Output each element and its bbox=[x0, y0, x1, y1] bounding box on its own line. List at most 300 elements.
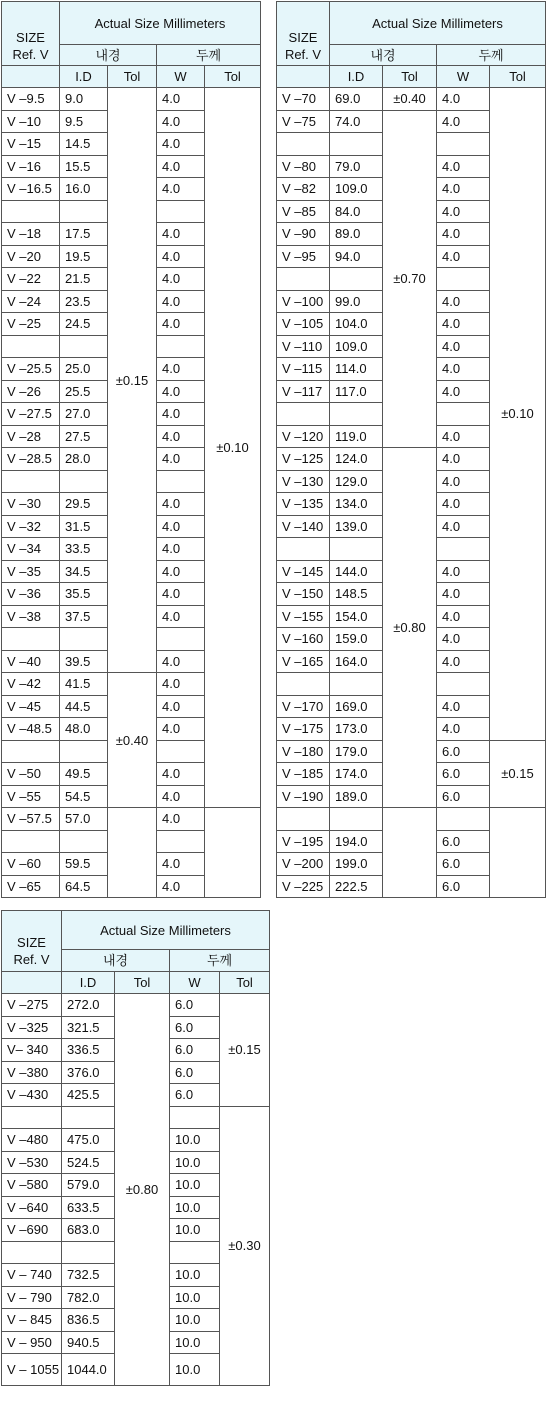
w-cell: 6.0 bbox=[170, 1016, 220, 1039]
id-cell: 222.5 bbox=[330, 875, 383, 898]
w-cell: 4.0 bbox=[437, 470, 490, 493]
id-cell: 189.0 bbox=[330, 785, 383, 808]
id-header: I.D bbox=[330, 66, 383, 88]
w-cell: 4.0 bbox=[437, 718, 490, 741]
size-cell: V –325 bbox=[2, 1016, 62, 1039]
id-cell: 836.5 bbox=[62, 1309, 115, 1332]
blank-header bbox=[2, 972, 62, 994]
w-cell: 10.0 bbox=[170, 1286, 220, 1309]
thickness-header: 두께 bbox=[437, 45, 546, 66]
id-cell: 524.5 bbox=[62, 1151, 115, 1174]
w-cell: 4.0 bbox=[437, 380, 490, 403]
id-tol-cell: ±0.80 bbox=[115, 994, 170, 1386]
w-cell: 6.0 bbox=[437, 740, 490, 763]
size-cell bbox=[2, 200, 60, 223]
inner-diameter-header: 내경 bbox=[60, 45, 157, 66]
id-cell bbox=[330, 538, 383, 561]
size-cell bbox=[2, 830, 60, 853]
id-cell: 194.0 bbox=[330, 830, 383, 853]
size-cell: V –65 bbox=[2, 875, 60, 898]
size-cell: V –225 bbox=[277, 875, 330, 898]
size-cell bbox=[277, 403, 330, 426]
size-cell: V– 340 bbox=[2, 1039, 62, 1062]
w-cell: 4.0 bbox=[437, 493, 490, 516]
w-cell: 4.0 bbox=[157, 560, 205, 583]
w-tol-header: Tol bbox=[205, 66, 261, 88]
w-cell: 4.0 bbox=[157, 110, 205, 133]
id-cell: 59.5 bbox=[60, 853, 108, 876]
size-cell bbox=[277, 133, 330, 156]
actual-size-header: Actual Size Millimeters bbox=[62, 911, 270, 950]
blank-header bbox=[2, 66, 60, 88]
id-cell: 117.0 bbox=[330, 380, 383, 403]
id-cell bbox=[62, 1241, 115, 1264]
size-table-2 bbox=[276, 1, 546, 898]
size-header: SIZE Ref. V bbox=[2, 2, 60, 66]
id-cell: 25.0 bbox=[60, 358, 108, 381]
id-cell: 129.0 bbox=[330, 470, 383, 493]
size-cell: V –82 bbox=[277, 178, 330, 201]
w-cell: 6.0 bbox=[170, 1084, 220, 1107]
thickness-header: 두께 bbox=[170, 950, 270, 972]
actual-size-header: Actual Size Millimeters bbox=[60, 2, 261, 45]
id-cell: 321.5 bbox=[62, 1016, 115, 1039]
w-cell bbox=[437, 268, 490, 291]
id-cell: 37.5 bbox=[60, 605, 108, 628]
table-row bbox=[2, 88, 261, 111]
size-cell bbox=[2, 628, 60, 651]
id-cell: 940.5 bbox=[62, 1331, 115, 1354]
id-cell: 89.0 bbox=[330, 223, 383, 246]
w-cell: 10.0 bbox=[170, 1196, 220, 1219]
size-cell bbox=[2, 1106, 62, 1129]
w-cell: 4.0 bbox=[157, 763, 205, 786]
id-cell bbox=[330, 268, 383, 291]
id-cell: 1044.0 bbox=[62, 1354, 115, 1386]
w-cell: 4.0 bbox=[437, 605, 490, 628]
size-header: SIZE Ref. V bbox=[2, 911, 62, 972]
size-cell: V –32 bbox=[2, 515, 60, 538]
thickness-header: 두께 bbox=[157, 45, 261, 66]
size-cell: V –380 bbox=[2, 1061, 62, 1084]
id-cell: 99.0 bbox=[330, 290, 383, 313]
size-cell: V –20 bbox=[2, 245, 60, 268]
size-cell: V –30 bbox=[2, 493, 60, 516]
size-cell: V –16.5 bbox=[2, 178, 60, 201]
id-cell: 27.5 bbox=[60, 425, 108, 448]
table-body bbox=[2, 88, 261, 898]
id-cell: 28.0 bbox=[60, 448, 108, 471]
w-cell: 4.0 bbox=[157, 155, 205, 178]
inner-diameter-header: 내경 bbox=[62, 950, 170, 972]
w-cell: 6.0 bbox=[437, 830, 490, 853]
id-cell: 148.5 bbox=[330, 583, 383, 606]
size-cell: V –110 bbox=[277, 335, 330, 358]
w-cell: 4.0 bbox=[437, 88, 490, 111]
size-cell: V –175 bbox=[277, 718, 330, 741]
w-cell: 10.0 bbox=[170, 1174, 220, 1197]
size-cell: V –55 bbox=[2, 785, 60, 808]
w-cell bbox=[170, 1106, 220, 1129]
blank-header bbox=[277, 66, 330, 88]
w-cell: 4.0 bbox=[157, 875, 205, 898]
w-header: W bbox=[170, 972, 220, 994]
size-cell: V –38 bbox=[2, 605, 60, 628]
size-cell: V –48.5 bbox=[2, 718, 60, 741]
id-cell: 169.0 bbox=[330, 695, 383, 718]
id-tol-cell: ±0.40 bbox=[383, 88, 437, 111]
size-cell: V –9.5 bbox=[2, 88, 60, 111]
w-cell: 4.0 bbox=[157, 358, 205, 381]
id-cell: 154.0 bbox=[330, 605, 383, 628]
size-cell: V –135 bbox=[277, 493, 330, 516]
id-cell bbox=[330, 133, 383, 156]
w-cell bbox=[437, 673, 490, 696]
w-cell: 4.0 bbox=[157, 718, 205, 741]
id-cell: 174.0 bbox=[330, 763, 383, 786]
size-cell: V –200 bbox=[277, 853, 330, 876]
w-cell bbox=[437, 538, 490, 561]
id-cell bbox=[60, 200, 108, 223]
size-cell: V –120 bbox=[277, 425, 330, 448]
w-cell: 4.0 bbox=[437, 695, 490, 718]
id-cell: 199.0 bbox=[330, 853, 383, 876]
w-cell bbox=[157, 470, 205, 493]
w-tol-header: Tol bbox=[490, 66, 546, 88]
id-cell: 272.0 bbox=[62, 994, 115, 1017]
id-tol-cell: ±0.40 bbox=[108, 673, 157, 808]
w-cell: 4.0 bbox=[157, 245, 205, 268]
id-cell: 109.0 bbox=[330, 178, 383, 201]
id-tol-header: Tol bbox=[108, 66, 157, 88]
id-cell bbox=[60, 628, 108, 651]
id-cell: 54.5 bbox=[60, 785, 108, 808]
id-cell: 49.5 bbox=[60, 763, 108, 786]
size-cell: V –195 bbox=[277, 830, 330, 853]
id-cell: 69.0 bbox=[330, 88, 383, 111]
size-cell: V –42 bbox=[2, 673, 60, 696]
size-cell bbox=[277, 538, 330, 561]
w-cell: 4.0 bbox=[437, 650, 490, 673]
w-cell bbox=[157, 830, 205, 853]
id-cell: 74.0 bbox=[330, 110, 383, 133]
id-header: I.D bbox=[62, 972, 115, 994]
id-cell: 134.0 bbox=[330, 493, 383, 516]
w-cell bbox=[157, 335, 205, 358]
size-cell: V –185 bbox=[277, 763, 330, 786]
w-cell: 4.0 bbox=[437, 245, 490, 268]
size-cell: V –170 bbox=[277, 695, 330, 718]
w-cell: 4.0 bbox=[157, 425, 205, 448]
w-cell: 4.0 bbox=[157, 313, 205, 336]
w-cell: 4.0 bbox=[157, 448, 205, 471]
id-cell: 16.0 bbox=[60, 178, 108, 201]
id-cell: 144.0 bbox=[330, 560, 383, 583]
size-cell: V –190 bbox=[277, 785, 330, 808]
id-cell: 782.0 bbox=[62, 1286, 115, 1309]
id-cell bbox=[60, 470, 108, 493]
id-cell: 732.5 bbox=[62, 1264, 115, 1287]
id-cell: 44.5 bbox=[60, 695, 108, 718]
id-cell: 376.0 bbox=[62, 1061, 115, 1084]
actual-size-header: Actual Size Millimeters bbox=[330, 2, 546, 45]
id-cell: 9.5 bbox=[60, 110, 108, 133]
size-cell: V –100 bbox=[277, 290, 330, 313]
w-cell: 6.0 bbox=[170, 1061, 220, 1084]
id-cell bbox=[60, 335, 108, 358]
id-cell: 41.5 bbox=[60, 673, 108, 696]
w-cell: 4.0 bbox=[157, 133, 205, 156]
id-cell: 17.5 bbox=[60, 223, 108, 246]
id-cell bbox=[60, 830, 108, 853]
w-cell: 4.0 bbox=[157, 178, 205, 201]
size-cell: V –35 bbox=[2, 560, 60, 583]
size-cell: V –60 bbox=[2, 853, 60, 876]
w-cell: 4.0 bbox=[157, 583, 205, 606]
size-cell: V –36 bbox=[2, 583, 60, 606]
id-cell: 64.5 bbox=[60, 875, 108, 898]
size-cell: V – 845 bbox=[2, 1309, 62, 1332]
w-cell bbox=[170, 1241, 220, 1264]
size-cell: V –27.5 bbox=[2, 403, 60, 426]
size-cell: V – 950 bbox=[2, 1331, 62, 1354]
size-cell: V –10 bbox=[2, 110, 60, 133]
size-cell: V –140 bbox=[277, 515, 330, 538]
id-cell: 119.0 bbox=[330, 425, 383, 448]
table-body bbox=[277, 88, 546, 898]
w-cell: 10.0 bbox=[170, 1331, 220, 1354]
w-tol-cell: ±0.10 bbox=[205, 88, 261, 808]
size-cell: V –50 bbox=[2, 763, 60, 786]
w-cell: 6.0 bbox=[437, 875, 490, 898]
size-cell bbox=[2, 470, 60, 493]
id-cell: 9.0 bbox=[60, 88, 108, 111]
w-cell: 4.0 bbox=[437, 335, 490, 358]
size-cell: V –165 bbox=[277, 650, 330, 673]
w-tol-cell: ±0.15 bbox=[220, 994, 270, 1107]
id-cell: 475.0 bbox=[62, 1129, 115, 1152]
w-cell: 4.0 bbox=[437, 515, 490, 538]
size-cell: V –15 bbox=[2, 133, 60, 156]
id-cell: 27.0 bbox=[60, 403, 108, 426]
w-cell bbox=[157, 200, 205, 223]
id-header: I.D bbox=[60, 66, 108, 88]
id-cell bbox=[330, 808, 383, 831]
size-cell: V –480 bbox=[2, 1129, 62, 1152]
w-cell: 4.0 bbox=[437, 223, 490, 246]
size-cell: V –25 bbox=[2, 313, 60, 336]
w-cell: 4.0 bbox=[437, 155, 490, 178]
size-cell: V –145 bbox=[277, 560, 330, 583]
w-cell: 4.0 bbox=[437, 313, 490, 336]
size-cell: V –530 bbox=[2, 1151, 62, 1174]
size-cell: V –85 bbox=[277, 200, 330, 223]
id-tol-header: Tol bbox=[115, 972, 170, 994]
w-cell: 4.0 bbox=[437, 425, 490, 448]
id-tol-header: Tol bbox=[383, 66, 437, 88]
w-cell: 10.0 bbox=[170, 1129, 220, 1152]
w-cell: 10.0 bbox=[170, 1264, 220, 1287]
w-cell: 4.0 bbox=[437, 448, 490, 471]
size-cell: V –130 bbox=[277, 470, 330, 493]
id-cell: 179.0 bbox=[330, 740, 383, 763]
w-cell: 4.0 bbox=[437, 178, 490, 201]
id-cell: 15.5 bbox=[60, 155, 108, 178]
id-cell: 24.5 bbox=[60, 313, 108, 336]
w-tol-cell: ±0.15 bbox=[490, 740, 546, 808]
id-cell: 29.5 bbox=[60, 493, 108, 516]
id-cell: 14.5 bbox=[60, 133, 108, 156]
id-tol-cell bbox=[383, 808, 437, 898]
w-cell: 4.0 bbox=[157, 515, 205, 538]
id-cell: 84.0 bbox=[330, 200, 383, 223]
size-cell bbox=[277, 673, 330, 696]
w-cell: 4.0 bbox=[437, 358, 490, 381]
id-cell: 48.0 bbox=[60, 718, 108, 741]
size-cell bbox=[2, 740, 60, 763]
w-cell: 4.0 bbox=[157, 380, 205, 403]
id-tol-cell bbox=[108, 808, 157, 898]
size-cell: V –16 bbox=[2, 155, 60, 178]
size-cell: V – 790 bbox=[2, 1286, 62, 1309]
id-cell: 79.0 bbox=[330, 155, 383, 178]
id-cell bbox=[60, 740, 108, 763]
id-cell: 33.5 bbox=[60, 538, 108, 561]
w-cell: 10.0 bbox=[170, 1309, 220, 1332]
id-cell: 31.5 bbox=[60, 515, 108, 538]
w-cell: 4.0 bbox=[157, 808, 205, 831]
size-cell: V –34 bbox=[2, 538, 60, 561]
w-cell: 4.0 bbox=[437, 200, 490, 223]
w-cell: 4.0 bbox=[437, 628, 490, 651]
w-cell: 4.0 bbox=[437, 560, 490, 583]
w-cell: 4.0 bbox=[157, 650, 205, 673]
size-cell: V –180 bbox=[277, 740, 330, 763]
id-cell: 104.0 bbox=[330, 313, 383, 336]
size-cell: V –75 bbox=[277, 110, 330, 133]
w-cell: 4.0 bbox=[157, 538, 205, 561]
id-cell bbox=[62, 1106, 115, 1129]
size-cell: V –117 bbox=[277, 380, 330, 403]
id-cell: 683.0 bbox=[62, 1219, 115, 1242]
size-cell: V –18 bbox=[2, 223, 60, 246]
w-cell: 6.0 bbox=[170, 1039, 220, 1062]
size-table-3 bbox=[1, 910, 270, 1386]
id-cell: 34.5 bbox=[60, 560, 108, 583]
size-cell: V – 740 bbox=[2, 1264, 62, 1287]
size-cell bbox=[2, 1241, 62, 1264]
id-cell: 164.0 bbox=[330, 650, 383, 673]
inner-diameter-header: 내경 bbox=[330, 45, 437, 66]
id-cell: 94.0 bbox=[330, 245, 383, 268]
w-tol-header: Tol bbox=[220, 972, 270, 994]
size-cell: V –275 bbox=[2, 994, 62, 1017]
size-header: SIZE Ref. V bbox=[277, 2, 330, 66]
size-table-1 bbox=[1, 1, 261, 898]
table-row bbox=[2, 808, 261, 831]
w-header: W bbox=[157, 66, 205, 88]
w-cell: 4.0 bbox=[157, 268, 205, 291]
w-cell bbox=[437, 808, 490, 831]
size-cell: V –640 bbox=[2, 1196, 62, 1219]
w-cell: 4.0 bbox=[157, 853, 205, 876]
id-cell: 39.5 bbox=[60, 650, 108, 673]
w-cell: 10.0 bbox=[170, 1151, 220, 1174]
w-cell: 4.0 bbox=[157, 88, 205, 111]
w-cell: 4.0 bbox=[437, 110, 490, 133]
id-cell: 139.0 bbox=[330, 515, 383, 538]
w-cell: 10.0 bbox=[170, 1354, 220, 1386]
id-cell: 25.5 bbox=[60, 380, 108, 403]
id-cell: 23.5 bbox=[60, 290, 108, 313]
table-row bbox=[2, 994, 270, 1017]
w-cell: 4.0 bbox=[437, 290, 490, 313]
id-cell: 109.0 bbox=[330, 335, 383, 358]
size-cell: V –25.5 bbox=[2, 358, 60, 381]
size-cell: V –160 bbox=[277, 628, 330, 651]
size-cell: V – 1055 bbox=[2, 1354, 62, 1386]
size-cell: V –150 bbox=[277, 583, 330, 606]
w-tol-cell bbox=[205, 808, 261, 898]
id-cell bbox=[330, 403, 383, 426]
w-cell bbox=[437, 133, 490, 156]
id-cell: 425.5 bbox=[62, 1084, 115, 1107]
size-cell: V –95 bbox=[277, 245, 330, 268]
size-cell bbox=[277, 808, 330, 831]
size-cell: V –155 bbox=[277, 605, 330, 628]
table-row bbox=[277, 808, 546, 831]
w-cell: 4.0 bbox=[157, 403, 205, 426]
w-cell: 6.0 bbox=[437, 785, 490, 808]
id-cell: 21.5 bbox=[60, 268, 108, 291]
w-cell bbox=[157, 740, 205, 763]
w-cell: 4.0 bbox=[157, 785, 205, 808]
size-cell: V –45 bbox=[2, 695, 60, 718]
w-header: W bbox=[437, 66, 490, 88]
size-cell: V –26 bbox=[2, 380, 60, 403]
w-cell: 4.0 bbox=[157, 673, 205, 696]
w-tol-cell bbox=[490, 808, 546, 898]
id-cell: 173.0 bbox=[330, 718, 383, 741]
table-body bbox=[2, 994, 270, 1386]
size-cell bbox=[2, 335, 60, 358]
w-cell: 6.0 bbox=[170, 994, 220, 1017]
w-cell: 4.0 bbox=[157, 605, 205, 628]
size-cell: V –90 bbox=[277, 223, 330, 246]
w-cell: 4.0 bbox=[157, 493, 205, 516]
w-cell: 4.0 bbox=[157, 290, 205, 313]
table-row bbox=[277, 88, 546, 111]
id-cell: 336.5 bbox=[62, 1039, 115, 1062]
w-cell: 4.0 bbox=[157, 223, 205, 246]
id-cell: 579.0 bbox=[62, 1174, 115, 1197]
size-cell bbox=[277, 268, 330, 291]
id-cell: 159.0 bbox=[330, 628, 383, 651]
size-cell: V –28 bbox=[2, 425, 60, 448]
w-cell: 4.0 bbox=[437, 583, 490, 606]
id-tol-cell: ±0.80 bbox=[383, 448, 437, 808]
size-cell: V –105 bbox=[277, 313, 330, 336]
id-cell: 57.0 bbox=[60, 808, 108, 831]
size-cell: V –40 bbox=[2, 650, 60, 673]
size-cell: V –80 bbox=[277, 155, 330, 178]
w-cell: 6.0 bbox=[437, 763, 490, 786]
size-cell: V –24 bbox=[2, 290, 60, 313]
size-cell: V –28.5 bbox=[2, 448, 60, 471]
size-cell: V –690 bbox=[2, 1219, 62, 1242]
w-cell: 10.0 bbox=[170, 1219, 220, 1242]
id-cell bbox=[330, 673, 383, 696]
